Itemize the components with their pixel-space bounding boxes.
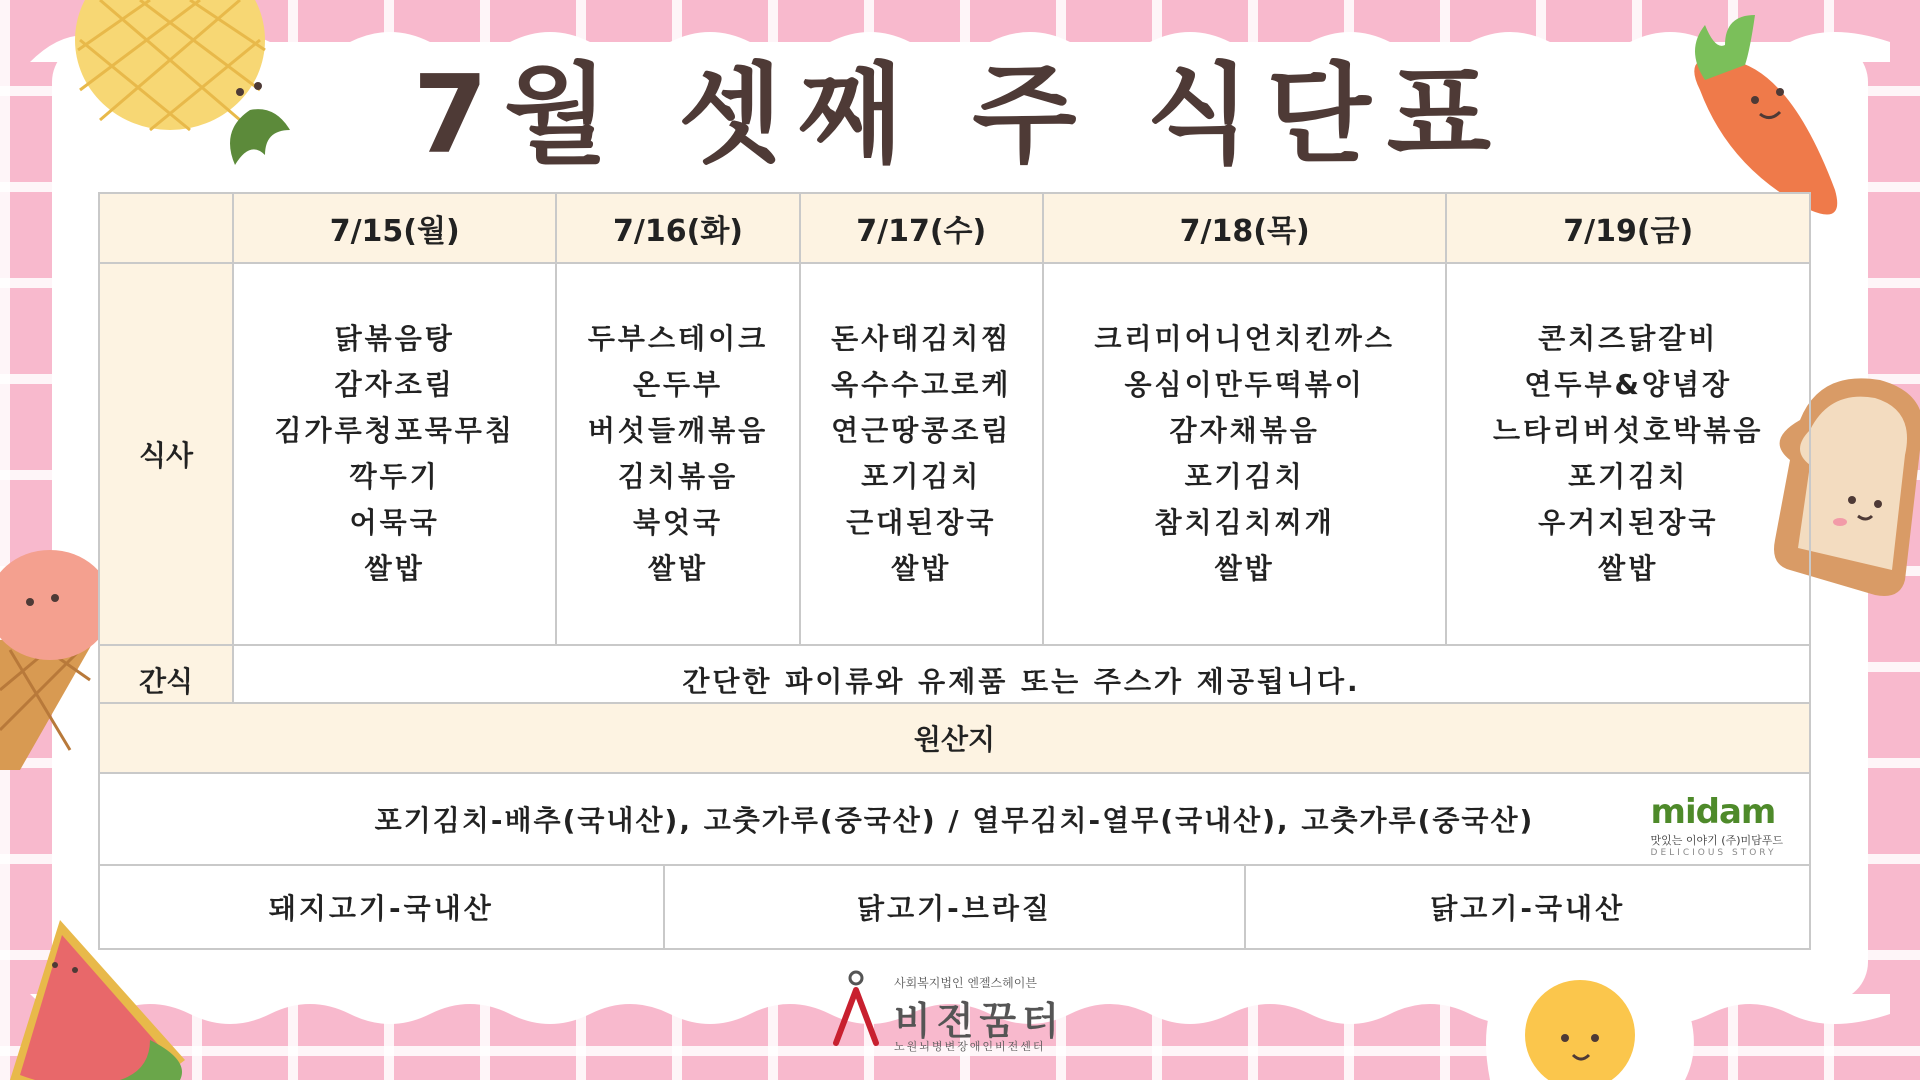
- dish-item: 쌀밥: [891, 552, 952, 585]
- dish-item: 깍두기: [349, 460, 440, 493]
- dish-item: 근대된장국: [846, 506, 997, 539]
- dish-item: 온두부: [632, 368, 724, 401]
- meal-label: 식사: [99, 263, 233, 645]
- dish-item: 연두부&양념장: [1524, 368, 1733, 401]
- dish-item: 옹심이만두떡볶이: [1124, 368, 1365, 401]
- menu-table: [98, 192, 1811, 716]
- dish-item: 포기김치: [861, 460, 982, 493]
- dish-item: 쌀밥: [364, 552, 425, 585]
- dish-item: 옥수수고로케: [831, 368, 1012, 401]
- dish-item: 쌀밥: [1598, 552, 1659, 585]
- dish-item: 감자채볶음: [1169, 414, 1320, 447]
- meal-row: [99, 263, 1810, 645]
- page-title: 7월 셋째 주 식단표: [412, 53, 1508, 178]
- dish-item: 쌀밥: [647, 552, 709, 585]
- dish-item: 감자조림: [334, 368, 455, 401]
- dish-item: 쌀밥: [1214, 552, 1275, 585]
- org-logo-name: 비전꿈터: [894, 999, 1065, 1043]
- midam-logo: [1651, 792, 1783, 858]
- day-menu-cell: [233, 263, 556, 645]
- origin-table: [98, 702, 1811, 950]
- dish-item: 느타리버섯호박볶음: [1493, 414, 1764, 447]
- midam-logo-tagline: 맛있는 이야기 (주)미담푸드: [1650, 834, 1783, 847]
- org-logo: [830, 968, 1090, 1068]
- dish-item: 콘치즈닭갈비: [1538, 322, 1719, 355]
- dish-item: 김치볶음: [617, 460, 739, 493]
- snack-text: 간단한 파이류와 유제품 또는 주스가 제공됩니다.: [233, 645, 1810, 715]
- dish-item: 우거지된장국: [1538, 506, 1719, 539]
- dish-item: 참치김치찌개: [1154, 506, 1335, 539]
- person-mark-icon: [830, 968, 890, 1048]
- org-logo-top: 사회복지법인 엔젤스헤이븐: [894, 976, 1037, 990]
- dish-item: 김가루청포묵무침: [274, 414, 515, 447]
- origin-kimchi-text: 포기김치-배추(국내산), 고춧가루(중국산) / 열무김치-열무(국내산), 고춧가루(중국산): [374, 804, 1535, 837]
- dish-item: 두부스테이크: [587, 322, 769, 355]
- midam-logo-slogan: DELICIOUS STORY: [1650, 848, 1777, 858]
- org-logo-bottom: 노원뇌병변장애인비전센터: [894, 1040, 1046, 1053]
- origin-kimchi-cell: [99, 773, 1810, 865]
- dish-item: 북엇국: [632, 506, 724, 539]
- dish-item: 버섯들깨볶음: [587, 414, 769, 447]
- dish-item: 연근땅콩조림: [831, 414, 1012, 447]
- day-menu-cell: [800, 263, 1043, 645]
- corner-cell: [99, 193, 233, 263]
- origin-meat-cell: 닭고기-국내산: [1245, 865, 1810, 949]
- day-menu-cell: [1043, 263, 1447, 645]
- origin-meat-cell: 돼지고기-국내산: [99, 865, 664, 949]
- day-menu-cell: [1446, 263, 1810, 645]
- dish-item: 크리미어니언치킨까스: [1094, 322, 1395, 355]
- day-menu-cell: [556, 263, 799, 645]
- date-header: 7/19(금): [1446, 193, 1810, 263]
- date-header: 7/16(화): [556, 193, 799, 263]
- dish-item: 포기김치: [1184, 460, 1305, 493]
- snack-label: 간식: [99, 645, 233, 715]
- dish-item: 돈사태김치찜: [831, 322, 1012, 355]
- date-header: 7/18(목): [1043, 193, 1447, 263]
- dish-item: 닭볶음탕: [334, 322, 455, 355]
- dish-item: 포기김치: [1568, 460, 1689, 493]
- midam-logo-name: midam: [1650, 792, 1776, 832]
- dish-item: 어묵국: [349, 506, 440, 539]
- date-header: 7/15(월): [233, 193, 556, 263]
- date-header-row: [99, 193, 1810, 263]
- origin-meat-cell: 닭고기-브라질: [664, 865, 1246, 949]
- date-header: 7/17(수): [800, 193, 1043, 263]
- origin-header: 원산지: [99, 703, 1810, 773]
